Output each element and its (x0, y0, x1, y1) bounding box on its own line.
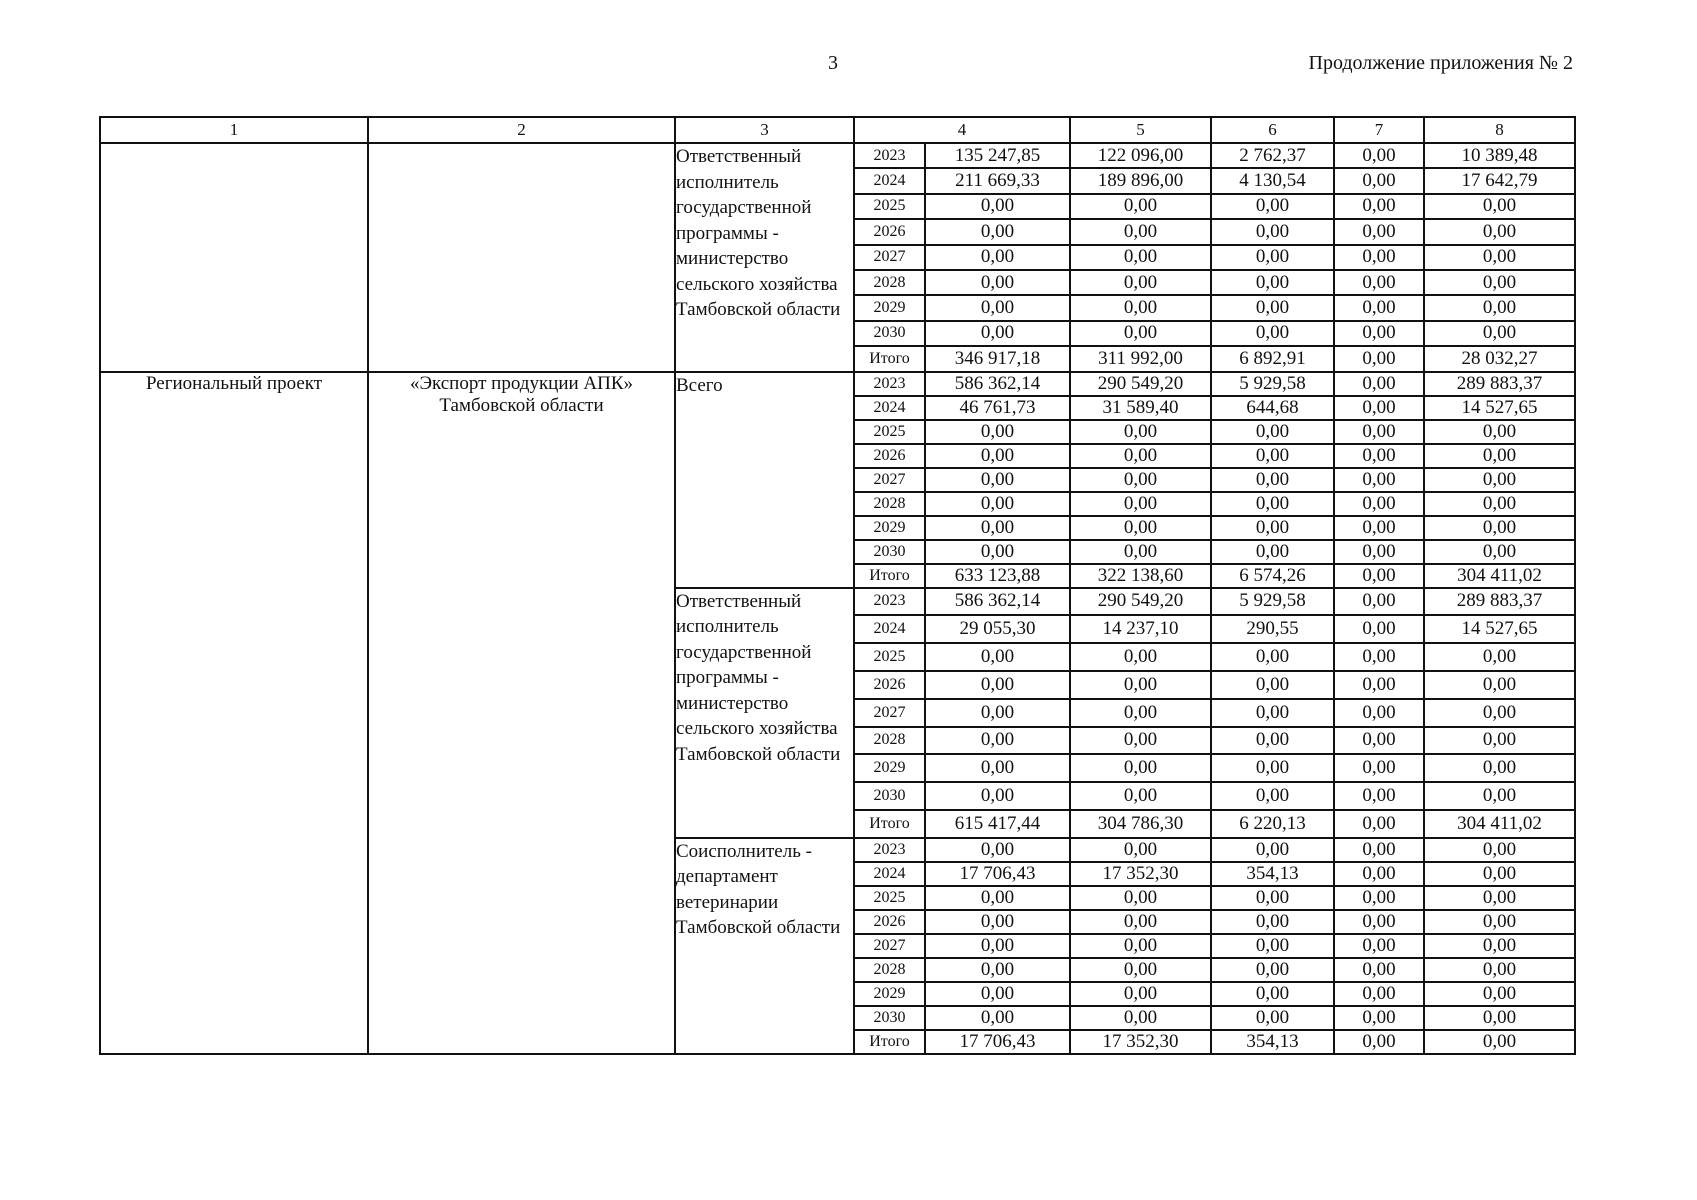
value-cell-5: 304 786,30 (1070, 810, 1211, 838)
value-cell-7: 0,00 (1334, 194, 1424, 219)
col1-empty-cell (100, 143, 368, 372)
year-cell: 2023 (854, 372, 925, 396)
value-cell-8: 0,00 (1424, 516, 1575, 540)
value-cell-7: 0,00 (1334, 615, 1424, 643)
value-cell-5: 0,00 (1070, 727, 1211, 755)
value-cell-8: 0,00 (1424, 671, 1575, 699)
value-cell-4: 0,00 (925, 782, 1070, 810)
value-cell-8: 0,00 (1424, 643, 1575, 671)
value-cell-7: 0,00 (1334, 245, 1424, 270)
value-cell-7: 0,00 (1334, 468, 1424, 492)
value-cell-6: 0,00 (1211, 910, 1334, 934)
year-cell: 2026 (854, 219, 925, 244)
year-cell: 2023 (854, 588, 925, 616)
year-cell: 2027 (854, 934, 925, 958)
value-cell-6: 6 574,26 (1211, 564, 1334, 588)
value-cell-8: 0,00 (1424, 982, 1575, 1006)
value-cell-5: 0,00 (1070, 643, 1211, 671)
value-cell-7: 0,00 (1334, 838, 1424, 862)
value-cell-7: 0,00 (1334, 219, 1424, 244)
value-cell-4: 0,00 (925, 295, 1070, 320)
value-cell-5: 122 096,00 (1070, 143, 1211, 168)
value-cell-5: 17 352,30 (1070, 1030, 1211, 1054)
value-cell-5: 0,00 (1070, 295, 1211, 320)
value-cell-7: 0,00 (1334, 346, 1424, 371)
value-cell-8: 0,00 (1424, 862, 1575, 886)
value-cell-7: 0,00 (1334, 420, 1424, 444)
value-cell-6: 0,00 (1211, 1006, 1334, 1030)
value-cell-6: 0,00 (1211, 754, 1334, 782)
value-cell-7: 0,00 (1334, 782, 1424, 810)
value-cell-7: 0,00 (1334, 516, 1424, 540)
year-cell: 2028 (854, 492, 925, 516)
year-cell: 2028 (854, 270, 925, 295)
year-cell: 2024 (854, 862, 925, 886)
value-cell-4: 46 761,73 (925, 396, 1070, 420)
value-cell-5: 0,00 (1070, 270, 1211, 295)
value-cell-7: 0,00 (1334, 862, 1424, 886)
year-cell: Итого (854, 346, 925, 371)
year-cell: 2025 (854, 194, 925, 219)
value-cell-8: 0,00 (1424, 958, 1575, 982)
year-cell: 2028 (854, 727, 925, 755)
value-cell-4: 0,00 (925, 540, 1070, 564)
value-cell-7: 0,00 (1334, 270, 1424, 295)
value-cell-4: 0,00 (925, 194, 1070, 219)
year-cell: 2029 (854, 754, 925, 782)
value-cell-6: 0,00 (1211, 727, 1334, 755)
value-cell-5: 189 896,00 (1070, 168, 1211, 193)
value-cell-4: 0,00 (925, 838, 1070, 862)
value-cell-8: 0,00 (1424, 492, 1575, 516)
value-cell-7: 0,00 (1334, 492, 1424, 516)
year-cell: 2029 (854, 295, 925, 320)
value-cell-5: 311 992,00 (1070, 346, 1211, 371)
value-cell-5: 0,00 (1070, 420, 1211, 444)
value-cell-6: 5 929,58 (1211, 588, 1334, 616)
col-header-2: 2 (368, 117, 675, 143)
value-cell-5: 0,00 (1070, 444, 1211, 468)
value-cell-8: 0,00 (1424, 934, 1575, 958)
value-cell-8: 0,00 (1424, 910, 1575, 934)
value-cell-7: 0,00 (1334, 886, 1424, 910)
year-cell: 2024 (854, 615, 925, 643)
value-cell-6: 0,00 (1211, 540, 1334, 564)
value-cell-4: 0,00 (925, 321, 1070, 346)
value-cell-4: 0,00 (925, 245, 1070, 270)
value-cell-6: 0,00 (1211, 420, 1334, 444)
value-cell-5: 0,00 (1070, 982, 1211, 1006)
value-cell-8: 289 883,37 (1424, 588, 1575, 616)
year-cell: 2023 (854, 838, 925, 862)
value-cell-8: 17 642,79 (1424, 168, 1575, 193)
value-cell-7: 0,00 (1334, 671, 1424, 699)
year-cell: 2027 (854, 245, 925, 270)
value-cell-4: 586 362,14 (925, 372, 1070, 396)
value-cell-6: 0,00 (1211, 643, 1334, 671)
value-cell-5: 0,00 (1070, 219, 1211, 244)
col-header-4: 4 (854, 117, 1070, 143)
year-cell: 2023 (854, 143, 925, 168)
project-type-cell: Региональный проект (100, 372, 368, 1054)
value-cell-6: 0,00 (1211, 468, 1334, 492)
value-cell-4: 0,00 (925, 934, 1070, 958)
value-cell-6: 0,00 (1211, 321, 1334, 346)
value-cell-8: 0,00 (1424, 540, 1575, 564)
value-cell-8: 0,00 (1424, 838, 1575, 862)
value-cell-5: 0,00 (1070, 958, 1211, 982)
value-cell-4: 0,00 (925, 492, 1070, 516)
value-cell-6: 354,13 (1211, 862, 1334, 886)
value-cell-8: 304 411,02 (1424, 810, 1575, 838)
value-cell-5: 0,00 (1070, 886, 1211, 910)
value-cell-7: 0,00 (1334, 910, 1424, 934)
value-cell-7: 0,00 (1334, 982, 1424, 1006)
value-cell-4: 0,00 (925, 727, 1070, 755)
year-cell: Итого (854, 1030, 925, 1054)
year-cell: 2027 (854, 468, 925, 492)
executor-cell: Ответственный исполнитель государственной программы - министерство сельского хозяйства Тамбовской области (675, 143, 854, 372)
value-cell-5: 0,00 (1070, 492, 1211, 516)
value-cell-5: 0,00 (1070, 699, 1211, 727)
value-cell-6: 0,00 (1211, 444, 1334, 468)
value-cell-6: 0,00 (1211, 699, 1334, 727)
project-name-cell: «Экспорт продукции АПК» Тамбовской области (368, 372, 675, 1054)
value-cell-5: 0,00 (1070, 321, 1211, 346)
value-cell-6: 6 220,13 (1211, 810, 1334, 838)
value-cell-5: 290 549,20 (1070, 372, 1211, 396)
value-cell-4: 615 417,44 (925, 810, 1070, 838)
value-cell-7: 0,00 (1334, 643, 1424, 671)
value-cell-7: 0,00 (1334, 295, 1424, 320)
value-cell-5: 0,00 (1070, 245, 1211, 270)
value-cell-7: 0,00 (1334, 699, 1424, 727)
executor-cell: Ответственный исполнитель государственной программы - министерство сельского хозяйства Тамбовской области (675, 588, 854, 838)
value-cell-4: 0,00 (925, 699, 1070, 727)
value-cell-6: 0,00 (1211, 982, 1334, 1006)
value-cell-7: 0,00 (1334, 1006, 1424, 1030)
year-cell: Итого (854, 564, 925, 588)
year-cell: 2025 (854, 420, 925, 444)
value-cell-4: 0,00 (925, 958, 1070, 982)
value-cell-4: 0,00 (925, 516, 1070, 540)
value-cell-6: 0,00 (1211, 270, 1334, 295)
value-cell-8: 0,00 (1424, 468, 1575, 492)
value-cell-4: 135 247,85 (925, 143, 1070, 168)
year-cell: 2030 (854, 1006, 925, 1030)
value-cell-8: 0,00 (1424, 194, 1575, 219)
value-cell-8: 0,00 (1424, 444, 1575, 468)
value-cell-8: 0,00 (1424, 1030, 1575, 1054)
value-cell-5: 0,00 (1070, 194, 1211, 219)
value-cell-7: 0,00 (1334, 727, 1424, 755)
value-cell-6: 4 130,54 (1211, 168, 1334, 193)
value-cell-4: 0,00 (925, 219, 1070, 244)
value-cell-8: 14 527,65 (1424, 396, 1575, 420)
value-cell-8: 0,00 (1424, 754, 1575, 782)
value-cell-6: 354,13 (1211, 1030, 1334, 1054)
value-cell-7: 0,00 (1334, 540, 1424, 564)
value-cell-8: 0,00 (1424, 699, 1575, 727)
value-cell-7: 0,00 (1334, 588, 1424, 616)
appendix-continuation-label: Продолжение приложения № 2 (1308, 52, 1573, 74)
value-cell-6: 0,00 (1211, 671, 1334, 699)
col-header-1: 1 (100, 117, 368, 143)
value-cell-4: 17 706,43 (925, 1030, 1070, 1054)
value-cell-7: 0,00 (1334, 810, 1424, 838)
value-cell-7: 0,00 (1334, 934, 1424, 958)
header-row (100, 117, 1575, 143)
value-cell-7: 0,00 (1334, 958, 1424, 982)
value-cell-4: 0,00 (925, 886, 1070, 910)
value-cell-4: 0,00 (925, 420, 1070, 444)
budget-table (99, 116, 1576, 1055)
value-cell-4: 0,00 (925, 444, 1070, 468)
value-cell-7: 0,00 (1334, 143, 1424, 168)
col-header-5: 5 (1070, 117, 1211, 143)
value-cell-8: 0,00 (1424, 727, 1575, 755)
value-cell-6: 290,55 (1211, 615, 1334, 643)
value-cell-4: 0,00 (925, 754, 1070, 782)
table-row (100, 143, 1575, 168)
value-cell-4: 0,00 (925, 982, 1070, 1006)
value-cell-6: 0,00 (1211, 958, 1334, 982)
value-cell-6: 0,00 (1211, 245, 1334, 270)
year-cell: 2030 (854, 782, 925, 810)
value-cell-4: 0,00 (925, 1006, 1070, 1030)
value-cell-4: 17 706,43 (925, 862, 1070, 886)
value-cell-5: 0,00 (1070, 1006, 1211, 1030)
value-cell-4: 633 123,88 (925, 564, 1070, 588)
col-header-7: 7 (1334, 117, 1424, 143)
value-cell-7: 0,00 (1334, 564, 1424, 588)
year-cell: 2025 (854, 886, 925, 910)
value-cell-8: 304 411,02 (1424, 564, 1575, 588)
value-cell-4: 346 917,18 (925, 346, 1070, 371)
value-cell-5: 31 589,40 (1070, 396, 1211, 420)
value-cell-7: 0,00 (1334, 444, 1424, 468)
value-cell-4: 0,00 (925, 671, 1070, 699)
col-header-6: 6 (1211, 117, 1334, 143)
value-cell-6: 0,00 (1211, 219, 1334, 244)
value-cell-5: 0,00 (1070, 540, 1211, 564)
value-cell-6: 0,00 (1211, 782, 1334, 810)
value-cell-6: 0,00 (1211, 295, 1334, 320)
value-cell-5: 290 549,20 (1070, 588, 1211, 616)
value-cell-4: 29 055,30 (925, 615, 1070, 643)
value-cell-4: 0,00 (925, 643, 1070, 671)
executor-cell: Соисполнитель - департамент ветеринарии Тамбовской области (675, 838, 854, 1054)
value-cell-5: 0,00 (1070, 910, 1211, 934)
value-cell-6: 0,00 (1211, 838, 1334, 862)
value-cell-5: 0,00 (1070, 782, 1211, 810)
value-cell-8: 289 883,37 (1424, 372, 1575, 396)
value-cell-6: 0,00 (1211, 492, 1334, 516)
value-cell-5: 0,00 (1070, 671, 1211, 699)
value-cell-4: 0,00 (925, 270, 1070, 295)
table-row (100, 372, 1575, 396)
value-cell-8: 0,00 (1424, 321, 1575, 346)
value-cell-4: 0,00 (925, 468, 1070, 492)
year-cell: Итого (854, 810, 925, 838)
value-cell-5: 0,00 (1070, 754, 1211, 782)
value-cell-8: 0,00 (1424, 245, 1575, 270)
year-cell: 2029 (854, 982, 925, 1006)
year-cell: 2024 (854, 396, 925, 420)
value-cell-6: 6 892,91 (1211, 346, 1334, 371)
value-cell-8: 10 389,48 (1424, 143, 1575, 168)
value-cell-6: 2 762,37 (1211, 143, 1334, 168)
value-cell-7: 0,00 (1334, 372, 1424, 396)
value-cell-8: 0,00 (1424, 1006, 1575, 1030)
value-cell-5: 14 237,10 (1070, 615, 1211, 643)
value-cell-8: 0,00 (1424, 886, 1575, 910)
col-header-3: 3 (675, 117, 854, 143)
value-cell-8: 0,00 (1424, 219, 1575, 244)
value-cell-8: 0,00 (1424, 782, 1575, 810)
value-cell-6: 0,00 (1211, 194, 1334, 219)
year-cell: 2028 (854, 958, 925, 982)
value-cell-5: 322 138,60 (1070, 564, 1211, 588)
value-cell-7: 0,00 (1334, 754, 1424, 782)
value-cell-8: 0,00 (1424, 270, 1575, 295)
year-cell: 2027 (854, 699, 925, 727)
year-cell: 2030 (854, 540, 925, 564)
year-cell: 2026 (854, 671, 925, 699)
value-cell-8: 28 032,27 (1424, 346, 1575, 371)
value-cell-5: 0,00 (1070, 934, 1211, 958)
value-cell-6: 0,00 (1211, 516, 1334, 540)
page-number: 3 (828, 52, 838, 74)
value-cell-6: 644,68 (1211, 396, 1334, 420)
year-cell: 2024 (854, 168, 925, 193)
table-body (100, 143, 1575, 1054)
value-cell-5: 17 352,30 (1070, 862, 1211, 886)
value-cell-8: 0,00 (1424, 420, 1575, 444)
value-cell-7: 0,00 (1334, 1030, 1424, 1054)
value-cell-8: 14 527,65 (1424, 615, 1575, 643)
executor-cell: Всего (675, 372, 854, 588)
value-cell-4: 586 362,14 (925, 588, 1070, 616)
col-header-8: 8 (1424, 117, 1575, 143)
year-cell: 2029 (854, 516, 925, 540)
value-cell-4: 0,00 (925, 910, 1070, 934)
col2-empty-cell (368, 143, 675, 372)
value-cell-5: 0,00 (1070, 838, 1211, 862)
value-cell-6: 0,00 (1211, 886, 1334, 910)
year-cell: 2026 (854, 444, 925, 468)
value-cell-7: 0,00 (1334, 396, 1424, 420)
value-cell-7: 0,00 (1334, 168, 1424, 193)
value-cell-6: 0,00 (1211, 934, 1334, 958)
value-cell-4: 211 669,33 (925, 168, 1070, 193)
year-cell: 2025 (854, 643, 925, 671)
value-cell-6: 5 929,58 (1211, 372, 1334, 396)
value-cell-7: 0,00 (1334, 321, 1424, 346)
value-cell-8: 0,00 (1424, 295, 1575, 320)
value-cell-5: 0,00 (1070, 516, 1211, 540)
value-cell-5: 0,00 (1070, 468, 1211, 492)
year-cell: 2030 (854, 321, 925, 346)
year-cell: 2026 (854, 910, 925, 934)
